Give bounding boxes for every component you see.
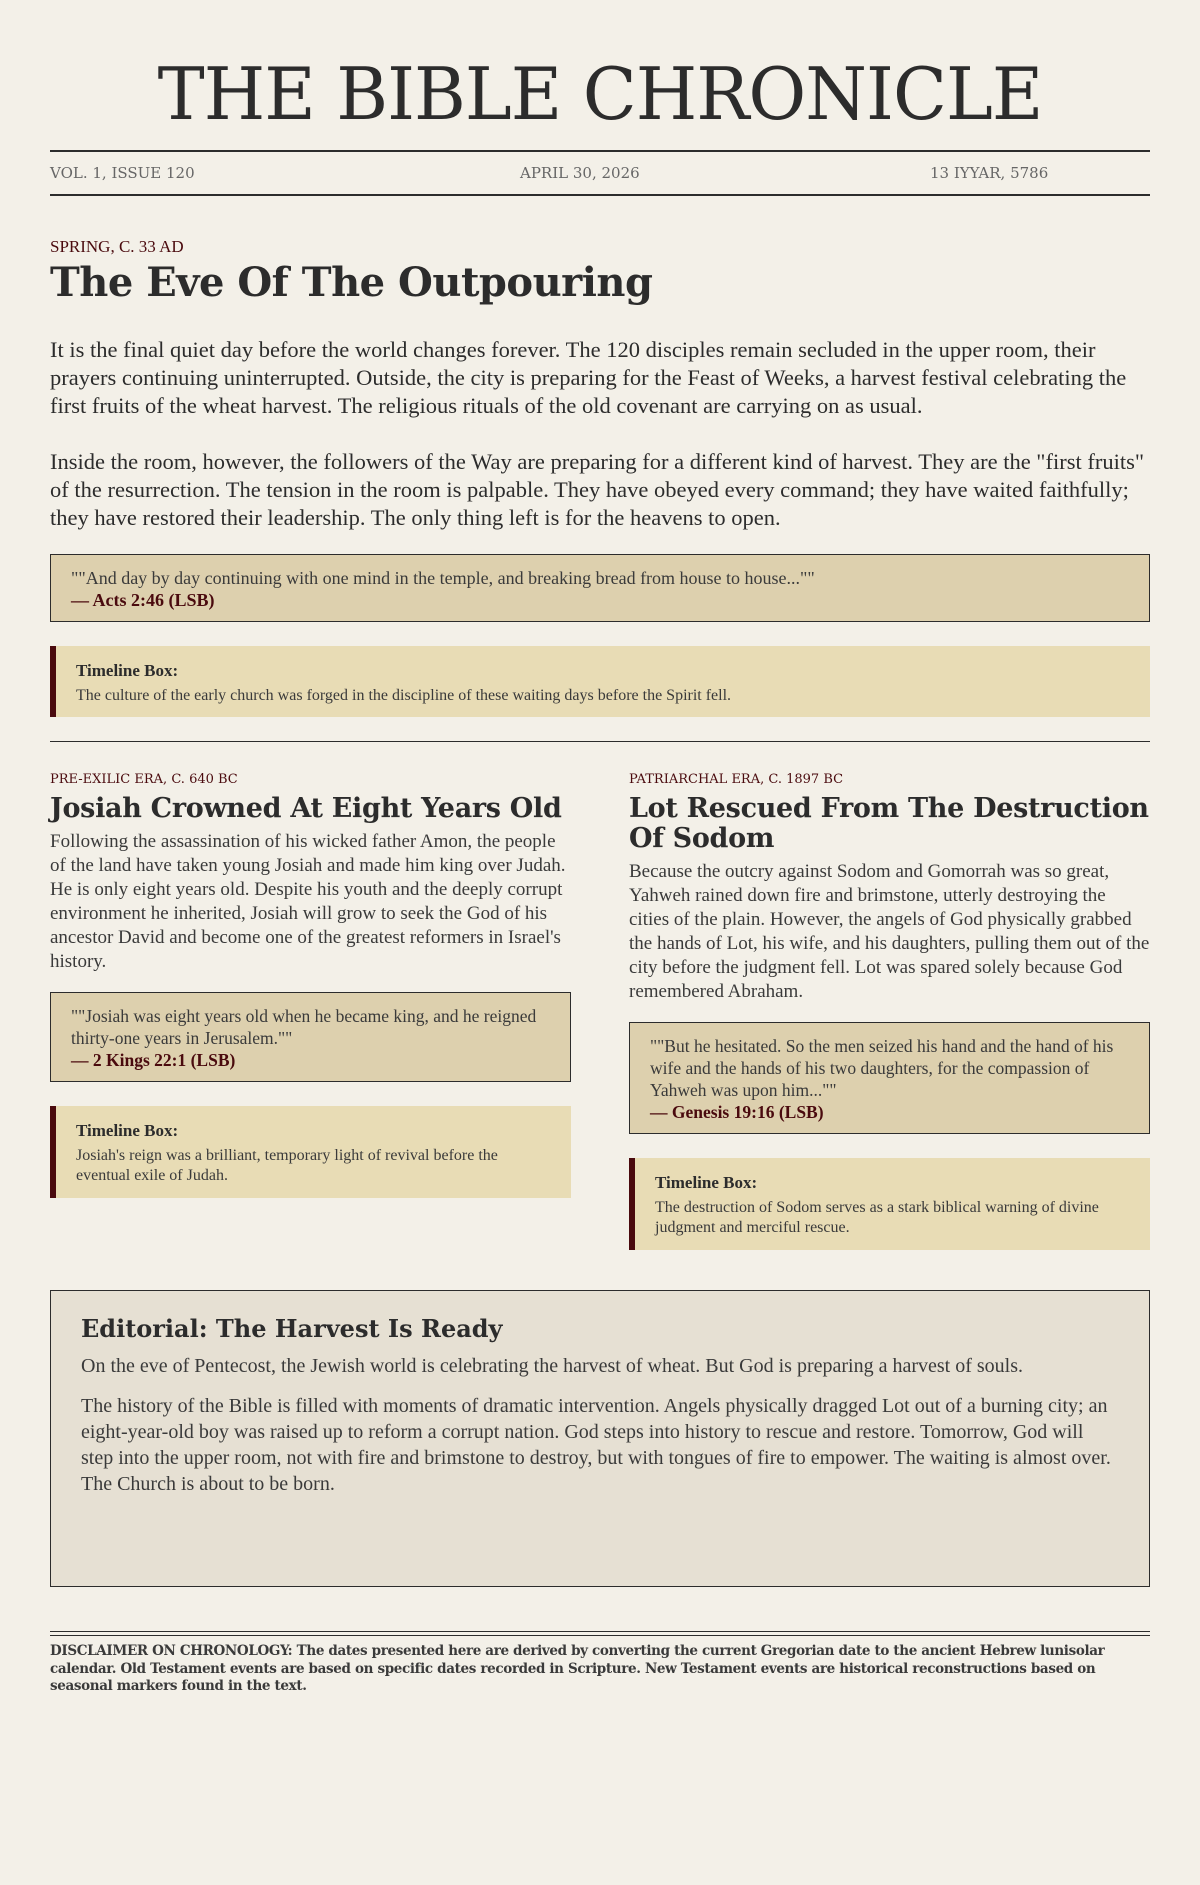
article-body: Because the outcry against Sodom and Gomorrah was so great, Yahweh rained down fire and brimstone, utterly destroying the cities of the plain. However, the angels of God physically grabbed the hands of Lot, his wife, and his daughters, pulling them out of the city before the judgment fell. Lot was spared solely because God remembered Abraham. xyxy=(629,861,1150,1002)
secondary-articles xyxy=(50,742,1150,1250)
article-era-label: PRE-EXILIC ERA, C. 640 BC xyxy=(50,772,238,787)
hebrew-date: 13 IYYAR, 5786 xyxy=(930,164,1049,182)
footer-double-rule xyxy=(50,1631,1150,1636)
timeline-label: Timeline Box: xyxy=(76,1121,179,1140)
quote-text: ""Josiah was eight years old when he became king, and he reigned thirty-one years in Jerusalem."" xyxy=(71,1006,537,1048)
article-body: Following the assassination of his wicked father Amon, the people of the land have taken young Josiah and made him king over Judah. He is only eight years old. Despite his youth and the deeply corrupt environment he inherited, Josiah will grow to seek the God of his ancestor David and become one of the greatest reformers in Israel's history. xyxy=(50,831,566,972)
quote-text: ""But he hesitated. So the men seized his hand and the hand of his wife and the hands of his two daughters, for the compassion of Yahweh was upon him..."" xyxy=(650,1036,1114,1100)
footer xyxy=(50,1631,1150,1696)
lead-era-label: SPRING, C. 33 AD xyxy=(50,237,184,256)
timeline-text: The destruction of Sodom serves as a stark biblical warning of divine judgment and merciful rescue. xyxy=(655,1199,1099,1236)
gregorian-date: APRIL 30, 2026 xyxy=(520,164,640,182)
timeline-label: Timeline Box: xyxy=(76,661,179,680)
article-josiah xyxy=(50,772,571,1250)
timeline-text: Josiah's reign was a brilliant, temporary light of revival before the eventual exile of Judah. xyxy=(76,1147,498,1184)
article-era-label: PATRIARCHAL ERA, C. 1897 BC xyxy=(629,772,844,787)
editorial-paragraph: The history of the Bible is filled with moments of dramatic intervention. Angels physically dragged Lot out of a burning city; an eight-year-old boy was raised up to reform a corrupt nation. God steps into history to rescue and restore. Tomorrow, God will step into the upper room, not with fire and brimstone to destroy, but with tongues of fire to empower. The waiting is almost over. The Church is about to be born. xyxy=(81,1395,1111,1495)
lead-article xyxy=(50,196,1150,717)
article-lot xyxy=(629,772,1150,1250)
timeline-label: Timeline Box: xyxy=(655,1173,758,1192)
quote-text: ""And day by day continuing with one mind in the temple, and breaking bread from house to house..."" xyxy=(71,568,815,588)
article-headline: Josiah Crowned At Eight Years Old xyxy=(50,793,562,824)
issue-number: VOL. 1, ISSUE 120 xyxy=(50,164,195,182)
masthead xyxy=(50,0,1150,196)
timeline-box xyxy=(50,1106,571,1198)
chronology-disclaimer: DISCLAIMER ON CHRONOLOGY: The dates presented here are derived by converting the current Gregorian date to the ancient Hebrew lunisolar calendar. Old Testament events are based on specific dates recorded in Scripture. New Testament events are historical reconstructions based on seasonal markers found in the text. xyxy=(50,1643,1105,1694)
editorial-paragraph: On the eve of Pentecost, the Jewish world is celebrating the harvest of wheat. But God is preparing a harvest of souls. xyxy=(81,1355,1023,1377)
lead-paragraph: It is the final quiet day before the world changes forever. The 120 disciples remain secluded in the upper room, their prayers continuing uninterrupted. Outside, the city is preparing for the Feast of Weeks, a harvest festival celebrating the first fruits of the wheat harvest. The religious rituals of the old covenant are carrying on as usual. xyxy=(50,337,1127,418)
quote-citation: — 2 Kings 22:1 (LSB) xyxy=(71,1050,236,1070)
timeline-text: The culture of the early church was forged in the discipline of these waiting days before the Spirit fell. xyxy=(76,687,732,704)
timeline-box xyxy=(629,1158,1150,1250)
masthead-title: THE BIBLE CHRONICLE xyxy=(157,52,1043,136)
scripture-quote xyxy=(50,992,571,1082)
scripture-quote xyxy=(50,554,1150,622)
lead-paragraph: Inside the room, however, the followers of the Way are preparing for a different kind of harvest. They are the "first fruits" of the resurrection. The tension in the room is palpable. They have obeyed every command; they have waited faithfully; they have restored their leadership. The only thing left is for the heavens to open. xyxy=(50,449,1145,530)
dateline xyxy=(50,150,1150,196)
quote-citation: — Acts 2:46 (LSB) xyxy=(71,590,215,610)
scripture-quote xyxy=(629,1022,1150,1134)
editorial-box xyxy=(50,1290,1150,1587)
editorial-title: Editorial: The Harvest Is Ready xyxy=(81,1314,503,1343)
article-headline: Lot Rescued From The Destruction Of Sodom xyxy=(629,793,1149,854)
timeline-box xyxy=(50,646,1150,717)
lead-headline: The Eve Of The Outpouring xyxy=(50,259,653,306)
quote-citation: — Genesis 19:16 (LSB) xyxy=(650,1102,824,1122)
